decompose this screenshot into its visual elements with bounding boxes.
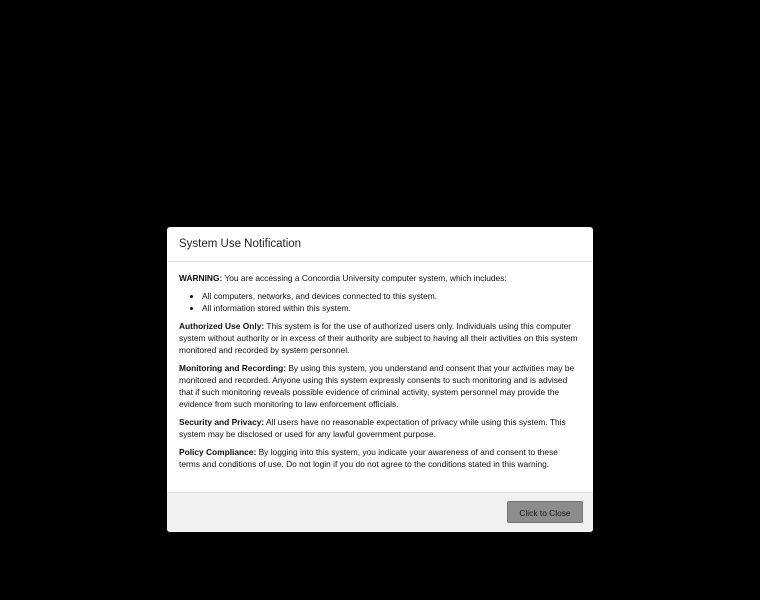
modal-body	[167, 262, 593, 493]
monitoring-paragraph	[179, 362, 581, 410]
system-scope-list	[179, 290, 581, 314]
warning-paragraph	[179, 272, 581, 284]
policy-compliance-heading: Policy Compliance:	[179, 447, 257, 457]
modal-title: System Use Notification	[179, 238, 302, 250]
warning-heading: WARNING:	[179, 273, 223, 283]
authorized-use-text: This system is for the use of authorized users only. Individuals using this computer system without authority or in excess of their authority are subject to having all their activities on this system monitored and recorded by system personnel.	[179, 321, 578, 355]
security-privacy-heading: Security and Privacy:	[179, 417, 265, 427]
authorized-use-heading: Authorized Use Only:	[179, 321, 265, 331]
modal-header	[167, 227, 593, 262]
close-button[interactable]: Click to Close	[507, 501, 583, 523]
policy-compliance-text: By logging into this system, you indicate your awareness of and consent to these terms and conditions of use. Do not login if you do not agree to the conditions stated in this warning.	[179, 447, 558, 469]
monitoring-text: By using this system, you understand and consent that your activities may be monitored and recorded. Anyone using this system expressly consents to such monitoring and is advised that if such monitoring reveals possible evidence of criminal activity, system personnel may provide the evidence from such monitoring to law enforcement officials.	[179, 363, 575, 409]
security-privacy-paragraph	[179, 416, 581, 440]
monitoring-heading: Monitoring and Recording:	[179, 363, 287, 373]
policy-compliance-paragraph	[179, 446, 581, 470]
authorized-use-paragraph	[179, 320, 581, 356]
security-privacy-text: All users have no reasonable expectation of privacy while using this system. This system may be disclosed or used for any lawful government purpose.	[179, 417, 566, 439]
system-use-notification-dialog	[167, 227, 593, 532]
warning-text: You are accessing a Concordia University computer system, which includes:	[222, 273, 507, 283]
modal-footer	[167, 492, 593, 532]
list-item: • All computers, networks, and devices connected to this system.	[202, 290, 581, 302]
list-item: • All information stored within this system.	[202, 302, 581, 314]
